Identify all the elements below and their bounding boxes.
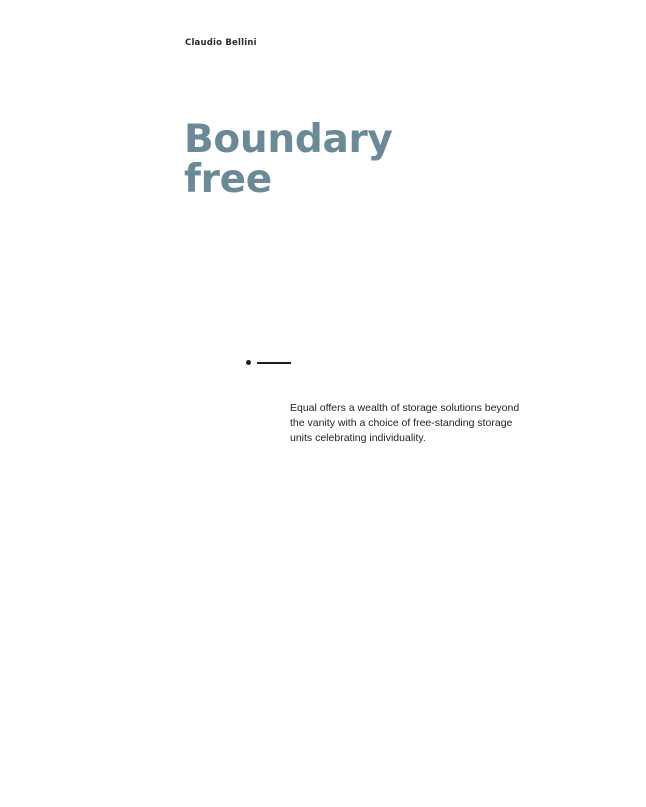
title-line-1: Boundary	[184, 117, 393, 162]
divider-line	[257, 362, 291, 364]
divider-dot-icon	[246, 360, 251, 365]
description-paragraph: Equal offers a wealth of storage solutions beyond the vanity with a choice of free-standing storage units celebrating individuality.	[290, 402, 520, 444]
decorative-divider	[246, 359, 296, 367]
title-line-2: free	[184, 157, 272, 202]
author-name: Claudio Bellini	[185, 38, 257, 48]
page-title	[184, 117, 393, 202]
